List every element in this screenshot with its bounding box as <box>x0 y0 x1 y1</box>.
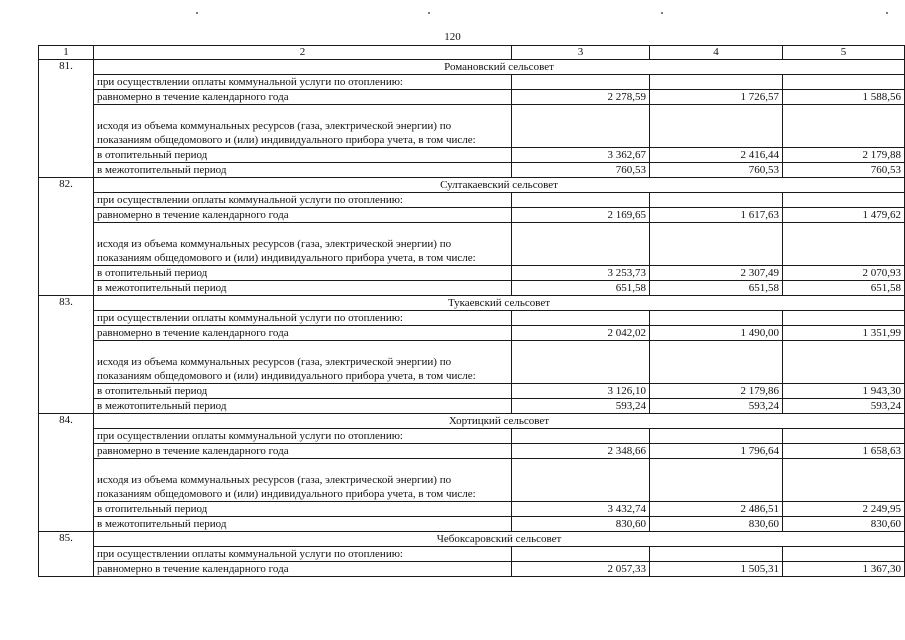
scan-speck <box>661 12 663 14</box>
section-title-row <box>39 296 905 311</box>
value-cell-col-5: 1 588,56 <box>783 90 905 105</box>
value-cell-col-3: 2 042,02 <box>512 326 650 341</box>
value-cell-col-3 <box>512 193 650 208</box>
value-cell-col-3 <box>512 223 650 266</box>
row-label: исходя из объема коммунальных ресурсов (газа, электрической энергии) по показаниям общедомового и (или) индивидуального прибора учета, в том числе: <box>94 459 512 502</box>
row-label: исходя из объема коммунальных ресурсов (газа, электрической энергии) по показаниям общедомового и (или) индивидуального прибора учета, в том числе: <box>94 105 512 148</box>
value-cell-col-4: 2 416,44 <box>650 148 783 163</box>
row-label: в межотопительный период <box>94 281 512 296</box>
section-number: 81. <box>39 60 94 178</box>
section-title: Султакаевский сельсовет <box>94 178 905 193</box>
value-cell-col-4 <box>650 429 783 444</box>
value-cell-col-4 <box>650 341 783 384</box>
value-cell-col-4 <box>650 105 783 148</box>
table-row <box>39 281 905 296</box>
row-label: при осуществлении оплаты коммунальной услуги по отоплению: <box>94 311 512 326</box>
value-cell-col-5 <box>783 105 905 148</box>
row-label: в межотопительный период <box>94 399 512 414</box>
value-cell-col-4: 1 617,63 <box>650 208 783 223</box>
value-cell-col-5 <box>783 459 905 502</box>
value-cell-col-5: 830,60 <box>783 517 905 532</box>
page-number: 120 <box>444 31 461 43</box>
row-label: исходя из объема коммунальных ресурсов (газа, электрической энергии) по показаниям общедомового и (или) индивидуального прибора учета, в том числе: <box>94 223 512 266</box>
value-cell-col-5: 651,58 <box>783 281 905 296</box>
row-label: равномерно в течение календарного года <box>94 326 512 341</box>
value-cell-col-5: 2 249,95 <box>783 502 905 517</box>
value-cell-col-3: 3 362,67 <box>512 148 650 163</box>
section-title: Чебоксаровский сельсовет <box>94 532 905 547</box>
table-row <box>39 399 905 414</box>
row-label: в отопительный период <box>94 148 512 163</box>
value-cell-col-4 <box>650 547 783 562</box>
table-row <box>39 547 905 562</box>
scan-speck <box>196 12 198 14</box>
value-cell-col-3: 2 278,59 <box>512 90 650 105</box>
value-cell-col-3 <box>512 459 650 502</box>
table-row <box>39 444 905 459</box>
section-title-row <box>39 414 905 429</box>
value-cell-col-4: 830,60 <box>650 517 783 532</box>
value-cell-col-5: 1 658,63 <box>783 444 905 459</box>
value-cell-col-3 <box>512 547 650 562</box>
row-label: в отопительный период <box>94 384 512 399</box>
table-row <box>39 193 905 208</box>
table-row <box>39 502 905 517</box>
table-row <box>39 517 905 532</box>
section-title: Хортицкий сельсовет <box>94 414 905 429</box>
table-body <box>39 46 905 577</box>
value-cell-col-4 <box>650 459 783 502</box>
value-cell-col-4: 2 179,86 <box>650 384 783 399</box>
value-cell-col-5 <box>783 341 905 384</box>
column-number: 4 <box>650 46 783 60</box>
section-number: 83. <box>39 296 94 414</box>
row-label: в отопительный период <box>94 502 512 517</box>
table-row <box>39 562 905 577</box>
value-cell-col-5: 1 367,30 <box>783 562 905 577</box>
value-cell-col-5: 593,24 <box>783 399 905 414</box>
column-number: 1 <box>39 46 94 60</box>
value-cell-col-5 <box>783 547 905 562</box>
section-number: 82. <box>39 178 94 296</box>
value-cell-col-3: 2 348,66 <box>512 444 650 459</box>
value-cell-col-3: 593,24 <box>512 399 650 414</box>
value-cell-col-3: 651,58 <box>512 281 650 296</box>
value-cell-col-4: 1 726,57 <box>650 90 783 105</box>
value-cell-col-4 <box>650 193 783 208</box>
table-row <box>39 148 905 163</box>
table-row <box>39 384 905 399</box>
value-cell-col-5: 1 943,30 <box>783 384 905 399</box>
section-number: 84. <box>39 414 94 532</box>
row-label: при осуществлении оплаты коммунальной услуги по отоплению: <box>94 193 512 208</box>
value-cell-col-5 <box>783 193 905 208</box>
section-number: 85. <box>39 532 94 577</box>
row-label: равномерно в течение календарного года <box>94 562 512 577</box>
table-row <box>39 341 905 384</box>
row-label: исходя из объема коммунальных ресурсов (газа, электрической энергии) по показаниям общедомового и (или) индивидуального прибора учета, в том числе: <box>94 341 512 384</box>
table-row <box>39 429 905 444</box>
value-cell-col-3: 2 057,33 <box>512 562 650 577</box>
value-cell-col-5: 2 070,93 <box>783 266 905 281</box>
value-cell-col-3 <box>512 429 650 444</box>
value-cell-col-5: 1 351,99 <box>783 326 905 341</box>
table-row <box>39 75 905 90</box>
value-cell-col-3: 760,53 <box>512 163 650 178</box>
row-label: равномерно в течение календарного года <box>94 90 512 105</box>
value-cell-col-4: 1 490,00 <box>650 326 783 341</box>
section-title: Романовский сельсовет <box>94 60 905 75</box>
value-cell-col-3: 830,60 <box>512 517 650 532</box>
value-cell-col-4: 1 796,64 <box>650 444 783 459</box>
value-cell-col-4: 1 505,31 <box>650 562 783 577</box>
tariff-table <box>38 45 905 577</box>
scan-speck <box>886 12 888 14</box>
table-row <box>39 163 905 178</box>
value-cell-col-3: 2 169,65 <box>512 208 650 223</box>
row-label: в межотопительный период <box>94 163 512 178</box>
table-row <box>39 326 905 341</box>
row-label: в межотопительный период <box>94 517 512 532</box>
column-number-row <box>39 46 905 60</box>
value-cell-col-4 <box>650 311 783 326</box>
value-cell-col-4: 2 486,51 <box>650 502 783 517</box>
value-cell-col-3 <box>512 311 650 326</box>
value-cell-col-3: 3 432,74 <box>512 502 650 517</box>
value-cell-col-3 <box>512 105 650 148</box>
column-number: 5 <box>783 46 905 60</box>
row-label: равномерно в течение календарного года <box>94 444 512 459</box>
value-cell-col-4: 760,53 <box>650 163 783 178</box>
value-cell-col-5 <box>783 75 905 90</box>
section-title-row <box>39 532 905 547</box>
table-row <box>39 459 905 502</box>
value-cell-col-5: 2 179,88 <box>783 148 905 163</box>
section-title: Тукаевский сельсовет <box>94 296 905 311</box>
value-cell-col-5: 760,53 <box>783 163 905 178</box>
row-label: в отопительный период <box>94 266 512 281</box>
table-row <box>39 311 905 326</box>
value-cell-col-4 <box>650 223 783 266</box>
table-row <box>39 266 905 281</box>
value-cell-col-4 <box>650 75 783 90</box>
value-cell-col-4: 651,58 <box>650 281 783 296</box>
value-cell-col-5: 1 479,62 <box>783 208 905 223</box>
column-number: 3 <box>512 46 650 60</box>
value-cell-col-4: 593,24 <box>650 399 783 414</box>
value-cell-col-5 <box>783 429 905 444</box>
section-title-row <box>39 178 905 193</box>
row-label: при осуществлении оплаты коммунальной услуги по отоплению: <box>94 429 512 444</box>
table-row <box>39 90 905 105</box>
value-cell-col-3 <box>512 341 650 384</box>
row-label: при осуществлении оплаты коммунальной услуги по отоплению: <box>94 547 512 562</box>
table-row <box>39 223 905 266</box>
scan-speck <box>428 12 430 14</box>
table-row <box>39 208 905 223</box>
section-title-row <box>39 60 905 75</box>
column-number: 2 <box>94 46 512 60</box>
value-cell-col-3: 3 126,10 <box>512 384 650 399</box>
row-label: равномерно в течение календарного года <box>94 208 512 223</box>
value-cell-col-5 <box>783 223 905 266</box>
value-cell-col-4: 2 307,49 <box>650 266 783 281</box>
value-cell-col-5 <box>783 311 905 326</box>
table-row <box>39 105 905 148</box>
value-cell-col-3 <box>512 75 650 90</box>
row-label: при осуществлении оплаты коммунальной услуги по отоплению: <box>94 75 512 90</box>
value-cell-col-3: 3 253,73 <box>512 266 650 281</box>
